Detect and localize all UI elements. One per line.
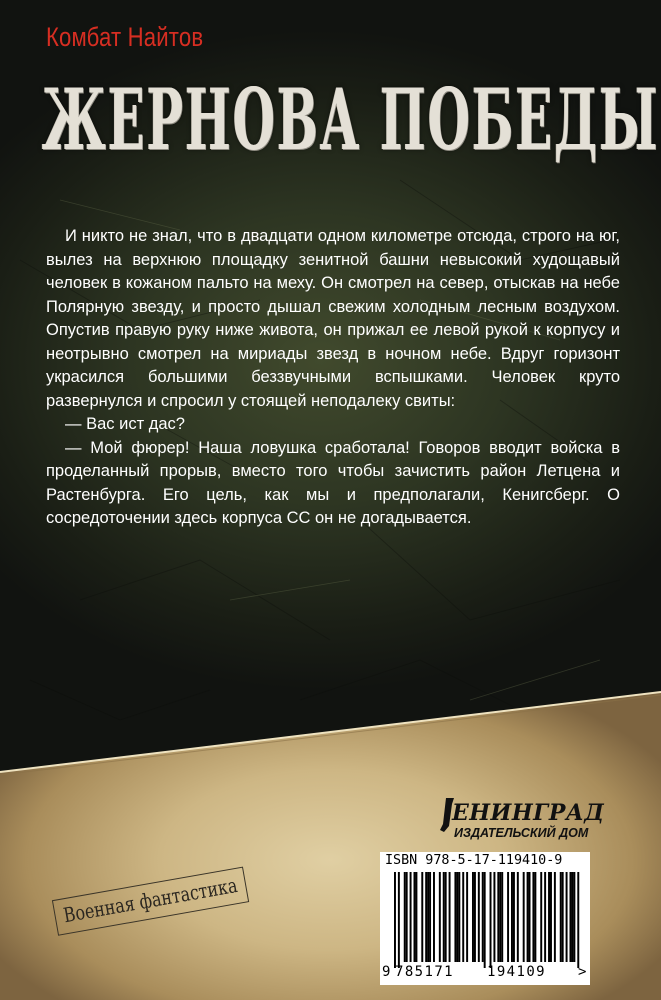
barcode-bar xyxy=(517,872,519,962)
publisher-logo xyxy=(440,800,605,850)
barcode-bar xyxy=(425,872,427,962)
isbn-number: ISBN 978-5-17-119410-9 xyxy=(385,853,563,868)
barcode-bar xyxy=(454,872,456,962)
barcode-bar xyxy=(573,872,575,962)
barcode-digit-first: 9 xyxy=(382,964,391,980)
barcode-bar xyxy=(560,872,562,962)
annotation-paragraph: — Мой фюрер! Наша ловушка сработала! Говоров вводит войска в проделанный прорыв, вместо того чтобы зачистить район Летцена и Растенбурга. Его цель, как мы и предполагали, Кенигсберг. О сосредоточении здесь корпуса СС он не догадывается. xyxy=(46,438,620,527)
annotation-paragraph: И никто не знал, что в двадцати одном километре отсюда, строго на юг, вылез на верхнюю площадку зенитной башни невысокий худощавый человек в кожаном пальто на меху. Он смотрел на север, отыскав на небе Полярную звезду, и просто дышал свежим холодным лесным воздухом. Опустив правую руку ниже живота, он прижал ее левой рукой к корпусу и неотрывно смотрел на мириады звезд в ночном небе. Вдруг горизонт украсился большими беззвучными вспышками. Человек круто развернулся и спросил у стоящей неподалеку свиты: xyxy=(46,227,620,410)
barcode-bar xyxy=(458,872,460,962)
isbn-barcode xyxy=(380,852,590,985)
barcode-bar xyxy=(414,872,416,962)
barcode-bar xyxy=(406,872,408,962)
barcode-bar xyxy=(554,872,556,962)
barcode-bar xyxy=(462,872,464,962)
genre-label: Военная фантастика xyxy=(61,873,240,928)
barcode-digits-left: 785171 xyxy=(395,964,454,980)
publisher-name: ЕНИНГРАД xyxy=(452,800,605,826)
barcode-bar xyxy=(394,872,396,968)
barcode-bar xyxy=(433,872,435,962)
barcode-bar xyxy=(493,872,495,962)
barcode-bar xyxy=(421,872,423,962)
barcode-bar xyxy=(415,872,417,962)
barcode-bar xyxy=(577,872,579,968)
barcode-bar xyxy=(511,872,513,962)
barcode-bar xyxy=(523,872,525,962)
book-title: ЖЕРНОВА ПОБЕДЫ xyxy=(42,70,660,169)
barcode-digits-right: 194109 xyxy=(487,964,546,980)
barcode-bar xyxy=(439,872,441,962)
publisher-subtitle: ИЗДАТЕЛЬСКИЙ ДОМ xyxy=(454,826,589,840)
annotation-text xyxy=(46,225,620,531)
barcode-bar xyxy=(445,872,447,962)
barcode-bar xyxy=(410,872,412,962)
barcode-bar xyxy=(532,872,534,962)
barcode-bar xyxy=(497,872,499,962)
barcode-bar xyxy=(449,872,451,962)
barcode-bar xyxy=(527,872,529,962)
barcode-bar xyxy=(427,872,429,962)
barcode-digits xyxy=(380,964,590,984)
barcode-bar xyxy=(550,872,552,962)
barcode-bar xyxy=(466,872,468,962)
barcode-bar xyxy=(570,872,572,962)
author-name: Комбат Найтов xyxy=(46,22,204,52)
barcode-bar xyxy=(443,872,445,962)
barcode-bar xyxy=(540,872,542,962)
barcode-bar xyxy=(499,872,501,962)
barcode-bar xyxy=(456,872,458,962)
barcode-arrow: > xyxy=(578,964,587,980)
barcode-bar xyxy=(472,872,474,962)
barcode-bar xyxy=(529,872,531,962)
barcode-bar xyxy=(429,872,431,962)
barcode-bar xyxy=(484,872,486,968)
barcode-bar xyxy=(398,872,400,968)
barcode-bar xyxy=(566,872,568,962)
barcode-bar xyxy=(544,872,546,962)
barcode-bar xyxy=(404,872,406,962)
barcode-bar xyxy=(534,872,536,962)
barcode-bar xyxy=(478,872,480,962)
barcode-bar xyxy=(513,872,515,962)
annotation-paragraph: — Вас ист дас? xyxy=(65,415,185,433)
barcode-bar xyxy=(562,872,564,962)
barcode-bar xyxy=(507,872,509,962)
barcode-bar xyxy=(571,872,573,962)
barcode-bar xyxy=(474,872,476,962)
barcode-bar xyxy=(501,872,503,962)
barcode-bar xyxy=(548,872,550,962)
barcode-bar xyxy=(482,872,484,962)
barcode-bar xyxy=(490,872,492,968)
